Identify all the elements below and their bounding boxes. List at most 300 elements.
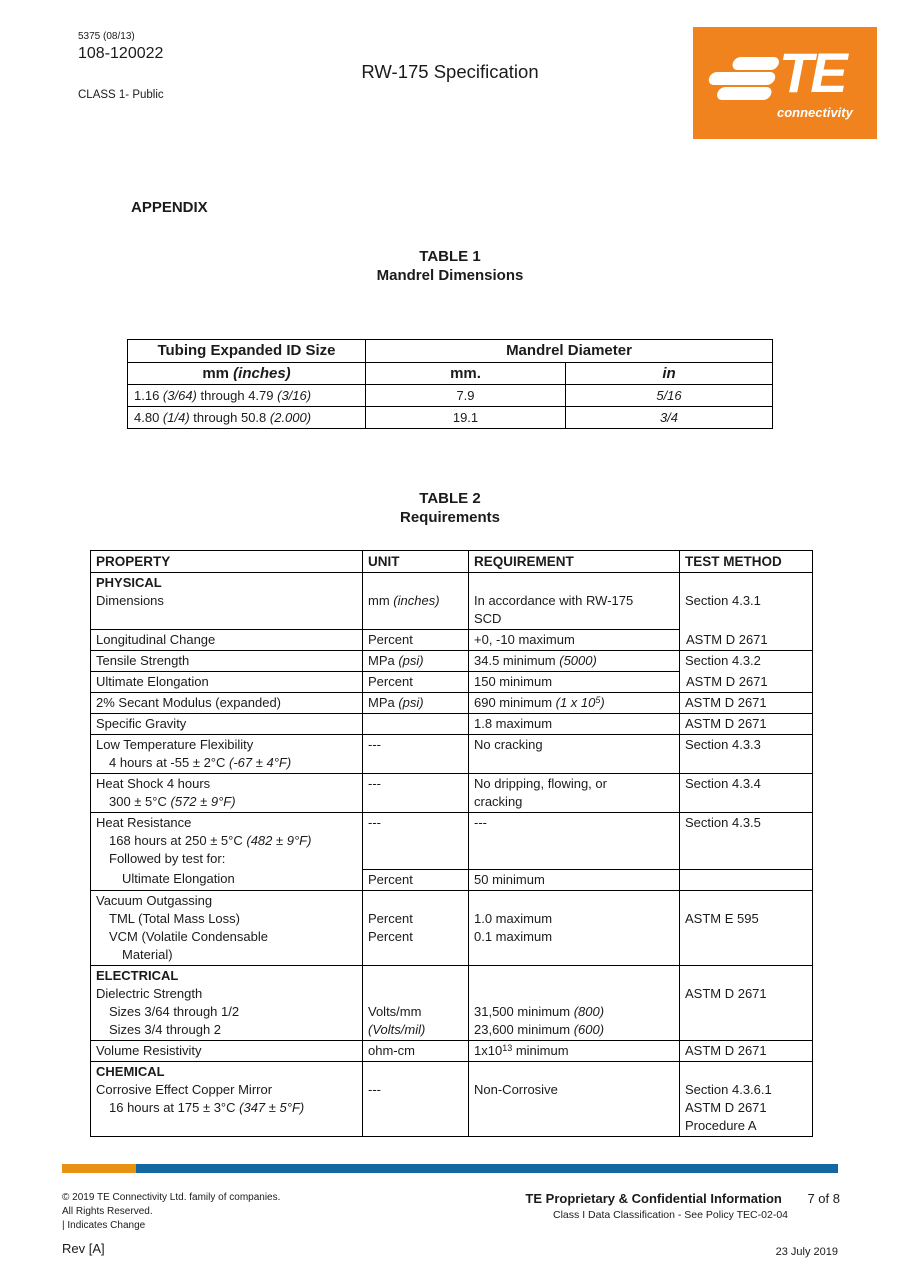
table-cell [680, 813, 813, 870]
table-cell [469, 630, 680, 651]
text-segment: No cracking [474, 737, 543, 752]
table-text-line [474, 673, 674, 691]
table-text-line [368, 1081, 463, 1099]
text-segment: Ultimate Elongation [122, 871, 235, 886]
table-cell [363, 735, 469, 774]
text-segment: 1x10 [474, 1042, 503, 1058]
table-text-line [96, 985, 357, 1003]
footer-right-block [525, 1191, 840, 1221]
table-text-line [368, 871, 463, 889]
classification-label: CLASS 1- Public [78, 89, 164, 101]
text-segment: --- [474, 815, 487, 830]
te-logo-bar-icon [731, 57, 780, 70]
table-text-line [685, 715, 807, 733]
table-cell [91, 735, 363, 774]
table-text-line [474, 610, 674, 628]
table-text-line [96, 1063, 357, 1081]
table-header-row [91, 551, 813, 573]
footer-copyright: © 2019 TE Connectivity Ltd. family of companies. [62, 1192, 281, 1203]
table-cell [91, 890, 363, 965]
text-segment: 4.80 [134, 409, 163, 425]
text-segment: (1 x 10 [555, 695, 596, 710]
table-text-line [474, 928, 674, 946]
text-segment: mm. [450, 364, 481, 382]
text-segment: Sizes 3/64 through 1/2 [109, 1003, 240, 1019]
text-segment: MPa [368, 695, 399, 710]
table-cell [363, 693, 469, 714]
table-text-line [572, 387, 766, 405]
text-segment: (inches) [233, 364, 291, 382]
table-text-line [368, 736, 463, 754]
text-segment: Section 4.3.2 [685, 653, 761, 668]
table-text-line [368, 928, 463, 946]
mandrel-dimensions-table [127, 339, 773, 429]
text-segment: ASTM D 2671 [685, 985, 767, 1001]
table-cell [91, 693, 363, 714]
table-cell [91, 1061, 363, 1136]
table-cell [363, 630, 469, 651]
text-segment: MPa [368, 653, 399, 668]
table-text-line [96, 1099, 357, 1117]
table-cell [91, 672, 363, 693]
text-segment: 19.1 [452, 409, 479, 425]
table-cell [363, 1040, 469, 1061]
doc-number: 108-120022 [78, 45, 164, 62]
table-row [91, 774, 813, 813]
footer-classification-line: Class I Data Classification - See Policy TEC-02-04 [553, 1209, 788, 1221]
te-logo [693, 27, 877, 139]
table-text-line [685, 1081, 807, 1099]
table-cell [680, 1040, 813, 1061]
table-text-line [368, 1042, 463, 1060]
table-text-line [368, 1003, 463, 1021]
text-segment: SCD [474, 611, 502, 626]
table-cell [469, 1061, 680, 1136]
table-cell [363, 890, 469, 965]
table-cell [363, 965, 469, 1040]
table-text-line [96, 814, 357, 832]
text-segment: (800) [573, 1003, 605, 1019]
text-segment: cracking [474, 794, 523, 809]
text-segment: In accordance with RW-175 [474, 593, 634, 608]
table-text-line [474, 1003, 674, 1021]
table-cell [91, 573, 363, 630]
table-text-line [96, 673, 357, 691]
table-text-line [134, 387, 359, 405]
table-text-line [368, 1021, 463, 1039]
table-cell [363, 573, 469, 630]
table-text-line [96, 694, 357, 712]
text-segment: ASTM D 2671 [686, 632, 768, 647]
table-text-line [685, 592, 807, 610]
text-segment: 168 hours at 250 ± 5°C [109, 833, 247, 848]
text-segment: (347 ± 5°F) [239, 1099, 305, 1115]
table-text-line [685, 1042, 807, 1060]
table-text-line [372, 365, 559, 383]
table-text-line [96, 592, 357, 610]
text-segment: --- [368, 815, 381, 830]
table-text-line [685, 967, 807, 985]
table-cell [363, 651, 469, 672]
table-text-line [686, 631, 768, 649]
table-text-line [474, 715, 674, 733]
table-cell [680, 651, 813, 693]
text-segment: ASTM D 2671 [685, 716, 767, 731]
table-text-line [474, 892, 674, 910]
table-cell [469, 672, 680, 693]
table-text-line [368, 694, 463, 712]
table-text-line [474, 694, 674, 712]
table-text-line [96, 652, 357, 670]
table-row [91, 890, 813, 965]
text-segment: (5000) [559, 653, 597, 668]
text-segment: minimum [512, 1042, 569, 1058]
text-segment: 690 minimum [474, 695, 556, 710]
footer-bar [62, 1164, 838, 1173]
text-segment: Volts/mm [368, 1003, 422, 1019]
text-segment: (600) [573, 1021, 605, 1037]
table2-title: TABLE 2 [419, 490, 481, 507]
text-segment: Section 4.3.3 [685, 737, 761, 752]
text-segment: ASTM D 2671 [685, 1099, 767, 1115]
table-text-line [96, 946, 357, 964]
text-segment: --- [368, 737, 381, 752]
footer-date: 23 July 2019 [775, 1246, 838, 1258]
table-row [91, 651, 813, 672]
text-segment: Percent [368, 632, 413, 647]
table-text-line [96, 850, 357, 868]
table-cell [469, 714, 680, 735]
text-segment: TML (Total Mass Loss) [109, 910, 240, 926]
table-cell [91, 1040, 363, 1061]
table-cell [366, 407, 566, 429]
text-segment: through 50.8 [189, 409, 270, 425]
table1-title: TABLE 1 [419, 248, 481, 265]
table-row [128, 385, 773, 407]
table-cell [363, 869, 469, 890]
text-segment: ASTM D 2671 [685, 1042, 767, 1058]
requirements-table-wrap [90, 550, 813, 1137]
text-segment: (482 ± 9°F) [246, 833, 312, 848]
table-text-line [96, 793, 357, 811]
table-text-line [96, 928, 357, 946]
table-cell [363, 774, 469, 813]
table-text-line [685, 1099, 807, 1117]
page-title: RW-175 Specification [361, 61, 539, 82]
text-segment: 150 minimum [474, 674, 553, 689]
text-segment: Tensile Strength [96, 653, 190, 668]
table-text-line [368, 985, 463, 1003]
table-text-line [685, 1117, 807, 1135]
table-cell [469, 774, 680, 813]
text-segment: (Volts/mil) [368, 1021, 426, 1037]
table-cell [469, 869, 680, 890]
text-segment: Mandrel Diameter [506, 342, 632, 359]
text-segment: mm [368, 593, 394, 608]
table-text-line [685, 892, 807, 910]
table-row [91, 869, 813, 890]
table-text-line [134, 409, 359, 427]
te-logo-bar-icon [716, 87, 773, 100]
text-segment: 4 hours at -55 ± 2°C [109, 755, 230, 770]
table-cell [469, 573, 680, 630]
text-segment: Material) [122, 946, 173, 962]
confidential-label: TE Proprietary & Confidential Information [525, 1191, 782, 1206]
table-text-line [474, 736, 674, 754]
table-row [91, 1061, 813, 1136]
table-text-line [368, 631, 463, 649]
table-text-line [685, 985, 807, 1003]
table-cell [680, 774, 813, 813]
table-cell [363, 813, 469, 870]
text-segment: (572 ± 9°F) [170, 794, 236, 809]
text-segment: 0.1 maximum [474, 928, 553, 944]
text-segment: Ultimate Elongation [96, 674, 209, 689]
text-segment: (1/4) [162, 409, 190, 425]
table-text-line [474, 871, 674, 889]
table-cell [469, 813, 680, 870]
text-segment: --- [368, 1081, 381, 1097]
text-segment: Procedure A [685, 1117, 757, 1133]
table-text-line [96, 574, 357, 592]
text-segment: in [662, 364, 676, 382]
te-logo-bars-icon [704, 57, 781, 100]
table-text-line [96, 775, 357, 793]
table-cell [680, 1061, 813, 1136]
table-row [91, 714, 813, 735]
table-cell [91, 869, 363, 890]
table-text-line [134, 342, 359, 360]
table-cell [469, 890, 680, 965]
text-segment: PHYSICAL [96, 575, 162, 590]
text-segment: Section 4.3.4 [685, 776, 761, 791]
table-cell [91, 651, 363, 672]
text-segment: Percent [368, 928, 413, 944]
text-segment: Vacuum Outgassing [96, 892, 213, 908]
table-text-line [96, 1021, 357, 1039]
table-row [91, 813, 813, 870]
text-segment: 7.9 [456, 387, 475, 403]
table-text-line [96, 1081, 357, 1099]
table-text-line [572, 409, 766, 427]
table-text-line [474, 1042, 674, 1060]
table1-subtitle: Mandrel Dimensions [376, 267, 524, 284]
text-segment: +0, -10 maximum [474, 632, 575, 647]
text-segment: Specific Gravity [96, 716, 187, 731]
table1-title-block [0, 247, 900, 285]
table-text-line [572, 365, 766, 383]
table-text-line [474, 793, 674, 811]
table2-title-block [0, 489, 900, 527]
text-segment: Low Temperature Flexibility [96, 737, 254, 752]
table-cell [363, 672, 469, 693]
text-segment: CHEMICAL [96, 1063, 165, 1079]
text-segment: (psi) [398, 695, 424, 710]
table-text-line [96, 736, 357, 754]
te-logo-brand-text: TE [779, 41, 845, 104]
table-text-line [474, 1021, 674, 1039]
table-cell [680, 693, 813, 714]
text-segment: Tubing Expanded ID Size [157, 342, 336, 359]
text-segment: No dripping, flowing, or [474, 776, 607, 791]
text-segment: (inches) [393, 593, 440, 608]
table-text-line [134, 365, 359, 383]
text-segment: ohm-cm [368, 1042, 415, 1058]
table-row [91, 693, 813, 714]
table-text-line [368, 652, 463, 670]
text-segment: 1.0 maximum [474, 910, 553, 926]
text-segment: through 4.79 [196, 387, 278, 403]
footer-bar-blue [136, 1164, 838, 1173]
table-cell [363, 1061, 469, 1136]
table-row [128, 363, 773, 385]
table-cell [128, 340, 366, 363]
text-segment: VCM (Volatile Condensable [109, 928, 268, 944]
table-text-line [685, 574, 807, 592]
table-text-line [368, 910, 463, 928]
table-cell [366, 385, 566, 407]
table-cell [91, 965, 363, 1040]
table-cell [91, 714, 363, 735]
text-segment: 2% Secant Modulus (expanded) [96, 695, 282, 710]
text-segment: ELECTRICAL [96, 967, 179, 983]
table-cell [566, 385, 773, 407]
table-cell [128, 385, 366, 407]
table-text-line [474, 1063, 674, 1081]
table-text-line [96, 832, 357, 850]
table-cell [128, 363, 366, 385]
footer-confidential-line [525, 1191, 840, 1206]
table-cell [469, 1040, 680, 1061]
table-text-line [474, 631, 674, 649]
text-segment: Percent [368, 910, 413, 926]
text-segment: Section 4.3.1 [685, 593, 761, 608]
table-text-line [686, 673, 768, 691]
table2-subtitle: Requirements [399, 509, 501, 526]
table-cell [91, 813, 363, 870]
table-text-line [474, 814, 674, 832]
table-cell: TEST METHOD [680, 551, 813, 573]
table-text-line [474, 985, 674, 1003]
table-cell [91, 630, 363, 651]
table-cell [566, 363, 773, 385]
table-text-line [685, 775, 807, 793]
page-number: 7 of 8 [807, 1191, 840, 1206]
table-text-line [368, 892, 463, 910]
te-logo-bar-icon [707, 72, 776, 85]
table-cell [680, 573, 813, 651]
table-text-line [96, 1042, 357, 1060]
text-segment: --- [368, 776, 381, 791]
requirements-table [90, 550, 813, 1137]
text-segment: (3/16) [277, 387, 312, 403]
text-segment: (2.000) [269, 409, 312, 425]
table-cell [128, 407, 366, 429]
table-text-line [372, 387, 559, 405]
footer-indicates-change: | Indicates Change [62, 1220, 146, 1231]
text-segment: 5 [595, 695, 601, 705]
text-segment: Section 4.3.6.1 [685, 1081, 772, 1097]
table-text-line [372, 409, 559, 427]
text-segment: 1.8 maximum [474, 716, 553, 731]
table-text-line [474, 910, 674, 928]
text-segment: 1.16 [134, 387, 163, 403]
table-cell [680, 714, 813, 735]
text-segment: (-67 ± 4°F) [229, 755, 292, 770]
table-text-line [368, 775, 463, 793]
table-cell [680, 965, 813, 1040]
text-segment: 34.5 minimum [474, 653, 560, 668]
text-segment: (psi) [398, 653, 424, 668]
table-text-line [368, 1063, 463, 1081]
table-cell [680, 869, 813, 890]
table-cell: UNIT [363, 551, 469, 573]
footer-left-block [62, 1191, 280, 1233]
table-text-line [96, 910, 357, 928]
table-cell: REQUIREMENT [469, 551, 680, 573]
text-segment: 50 minimum [474, 871, 545, 887]
table-text-line [685, 910, 807, 928]
table-text-line [96, 967, 357, 985]
table-cell [91, 774, 363, 813]
text-segment: 300 ± 5°C [109, 794, 171, 809]
mandrel-dimensions-table-wrap [127, 339, 773, 429]
table-cell [469, 965, 680, 1040]
text-segment: Section 4.3.5 [685, 815, 761, 830]
table-cell [366, 340, 773, 363]
text-segment: 13 [502, 1042, 513, 1053]
table-row [91, 965, 813, 1040]
table-text-line [368, 814, 463, 832]
table-row [91, 1040, 813, 1061]
table-cell [469, 735, 680, 774]
text-segment: Heat Resistance [96, 815, 192, 830]
text-segment: 3/4 [659, 409, 679, 425]
text-segment: 16 hours at 175 ± 3°C [109, 1099, 240, 1115]
table-text-line [474, 1081, 674, 1099]
table-text-line [474, 775, 674, 793]
text-segment: Volume Resistivity [96, 1042, 202, 1058]
table-cell [680, 890, 813, 965]
text-segment: (3/64) [162, 387, 197, 403]
table-cell [469, 651, 680, 672]
te-logo-tagline: connectivity [777, 105, 853, 120]
text-segment: Heat Shock 4 hours [96, 776, 211, 791]
table-text-line [96, 631, 357, 649]
text-segment: Longitudinal Change [96, 632, 216, 647]
table-text-line [96, 715, 357, 733]
text-segment: ASTM E 595 [685, 910, 759, 926]
table-row [128, 407, 773, 429]
appendix-heading: APPENDIX [131, 199, 208, 216]
text-segment: Dimensions [96, 593, 164, 608]
table-text-line [474, 574, 674, 592]
table-text-line [685, 694, 807, 712]
revision-label: Rev [A] [62, 1241, 105, 1256]
table-text-line [96, 870, 357, 888]
text-segment: Percent [368, 871, 413, 887]
text-segment: mm [202, 364, 234, 382]
table-cell [366, 363, 566, 385]
table-text-line [474, 592, 674, 610]
text-segment: Non-Corrosive [474, 1081, 558, 1097]
table-row [91, 573, 813, 630]
table-cell [469, 693, 680, 714]
text-segment: 5/16 [656, 387, 682, 403]
table-text-line [368, 574, 463, 592]
table-text-line [96, 754, 357, 772]
table-text-line [685, 814, 807, 832]
